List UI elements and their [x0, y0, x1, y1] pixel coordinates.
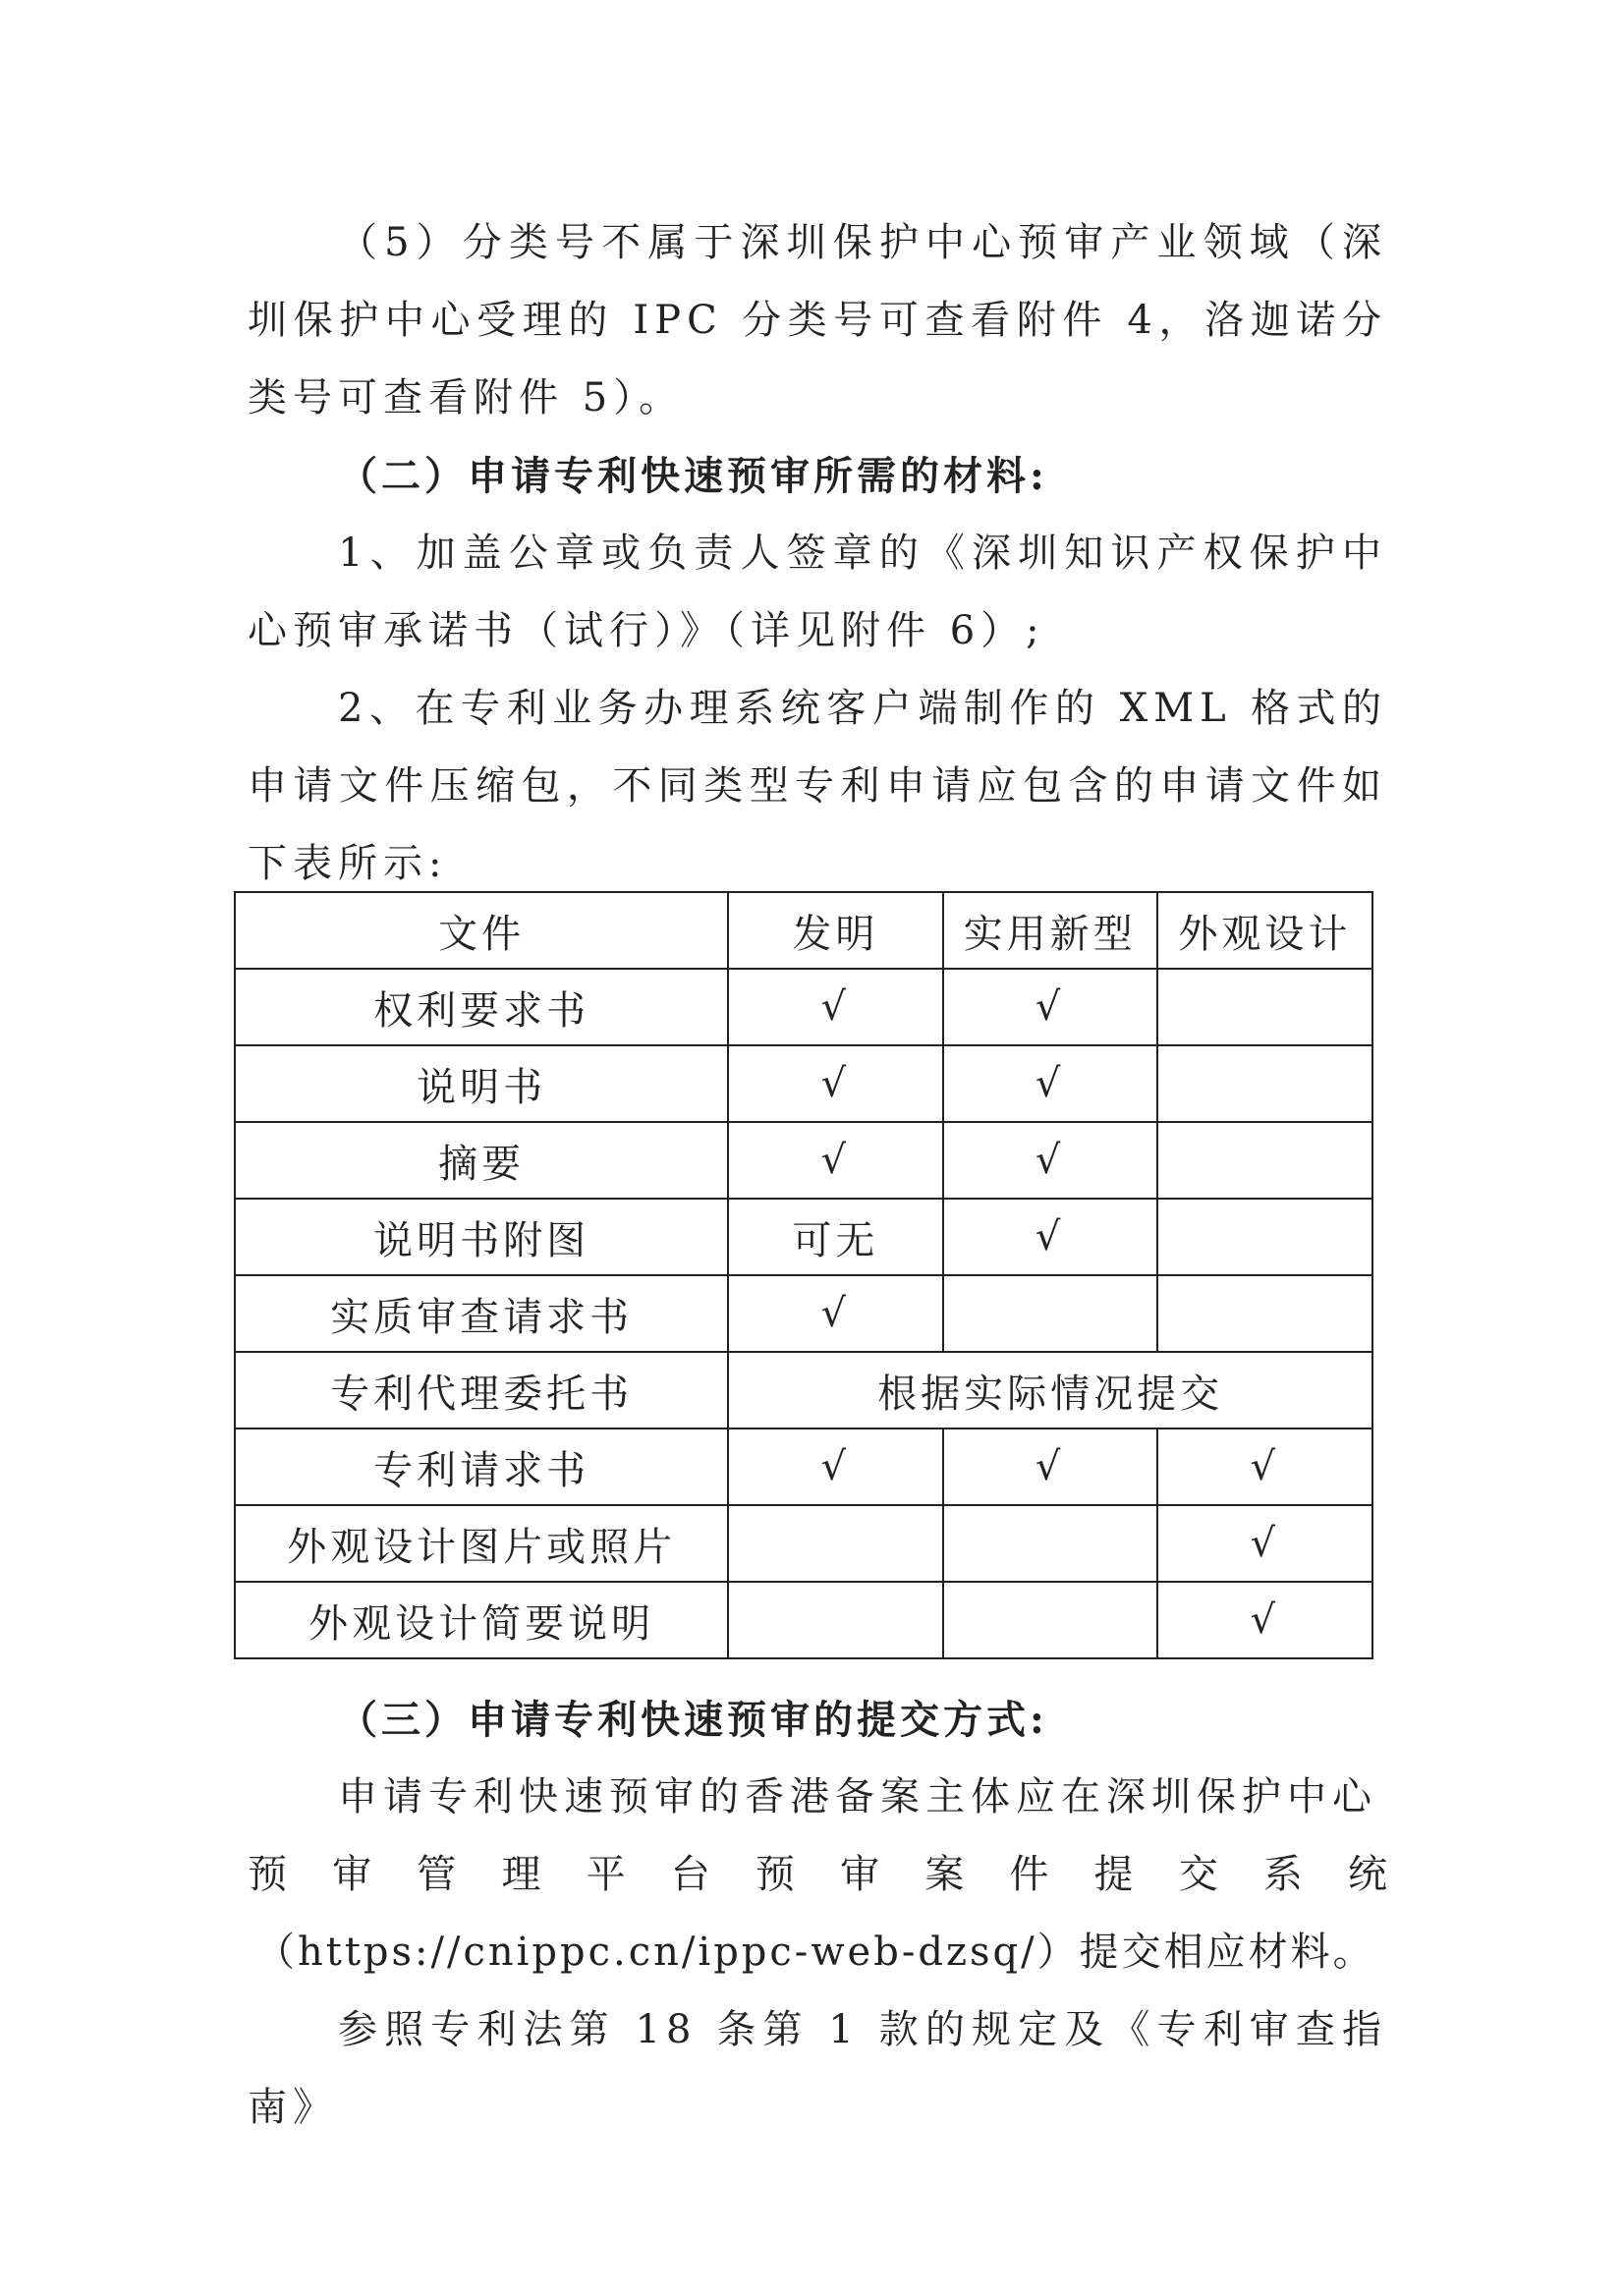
table-row: [235, 1275, 1372, 1352]
cell-design: √: [1157, 1505, 1372, 1582]
cell-utility: √: [943, 1199, 1157, 1275]
row-name: 专利代理委托书: [235, 1352, 728, 1428]
cell-invention: √: [728, 1122, 942, 1199]
required-documents-table: [234, 891, 1373, 1659]
cell-utility: √: [943, 1428, 1157, 1505]
cell-invention: √: [728, 1428, 942, 1505]
paragraph-submission-line1: 申请专利快速预审的香港备案主体应在深圳保护中心: [338, 1774, 1377, 1820]
table-row: [235, 1045, 1372, 1122]
header-utility-model: 实用新型: [943, 892, 1157, 969]
table-row: [235, 1352, 1372, 1428]
table-row: [235, 969, 1372, 1045]
table-header-row: [235, 892, 1372, 969]
row-name: 实质审查请求书: [235, 1275, 728, 1352]
cell-invention: √: [728, 1275, 942, 1352]
section-heading-submission: （三）申请专利快速预审的提交方式:: [338, 1697, 1048, 1743]
header-invention: 发明: [728, 892, 942, 969]
table-row: [235, 1428, 1372, 1505]
row-name: 说明书: [235, 1045, 728, 1122]
paragraph-submission-line2: 预审管理平台预审案件提交系统: [248, 1852, 1387, 1897]
row-name: 摘要: [235, 1122, 728, 1199]
submission-url-line[interactable]: （https://cnippc.cn/ippc-web-dzsq/）提交相应材料。: [255, 1930, 1375, 1975]
table-row: [235, 1505, 1372, 1582]
header-design: 外观设计: [1157, 892, 1372, 969]
cell-utility: [943, 1505, 1157, 1582]
row-name: 说明书附图: [235, 1199, 728, 1275]
table-row: [235, 1122, 1372, 1199]
cell-utility: √: [943, 1122, 1157, 1199]
section-heading-materials: （二）申请专利快速预审所需的材料:: [338, 453, 1048, 499]
cell-design: √: [1157, 1428, 1372, 1505]
table-row: [235, 1582, 1372, 1658]
cell-invention: √: [728, 969, 942, 1045]
cell-utility: √: [943, 969, 1157, 1045]
cell-merged-note: 根据实际情况提交: [728, 1352, 1372, 1428]
cell-utility: [943, 1582, 1157, 1658]
cell-utility: √: [943, 1045, 1157, 1122]
cell-design: [1157, 1122, 1372, 1199]
paragraph-item-2: 2、在专利业务办理系统客户端制作的 XML 格式的申请文件压缩包，不同类型专利申请应包含的申请文件如下表所示:: [248, 686, 1387, 886]
paragraph-classification-note: （5）分类号不属于深圳保护中心预审产业领域（深圳保护中心受理的 IPC 分类号可查看附件 4，洛迦诺分类号可查看附件 5）。: [248, 220, 1387, 420]
table-row: [235, 1199, 1372, 1275]
cell-utility: [943, 1275, 1157, 1352]
paragraph-item-1: 1、加盖公章或负责人签章的《深圳知识产权保护中心预审承诺书（试行）》（详见附件 6）;: [248, 531, 1387, 653]
cell-invention: [728, 1582, 942, 1658]
cell-design: [1157, 1045, 1372, 1122]
cell-design: [1157, 1199, 1372, 1275]
paragraph-patent-law-reference: 参照专利法第 18 条第 1 款的规定及《专利审查指南》: [248, 2007, 1387, 2130]
cell-invention: [728, 1505, 942, 1582]
cell-design: [1157, 969, 1372, 1045]
row-name: 权利要求书: [235, 969, 728, 1045]
cell-design: √: [1157, 1582, 1372, 1658]
row-name: 专利请求书: [235, 1428, 728, 1505]
header-file: 文件: [235, 892, 728, 969]
row-name: 外观设计图片或照片: [235, 1505, 728, 1582]
cell-invention: √: [728, 1045, 942, 1122]
cell-design: [1157, 1275, 1372, 1352]
cell-invention: 可无: [728, 1199, 942, 1275]
row-name: 外观设计简要说明: [235, 1582, 728, 1658]
